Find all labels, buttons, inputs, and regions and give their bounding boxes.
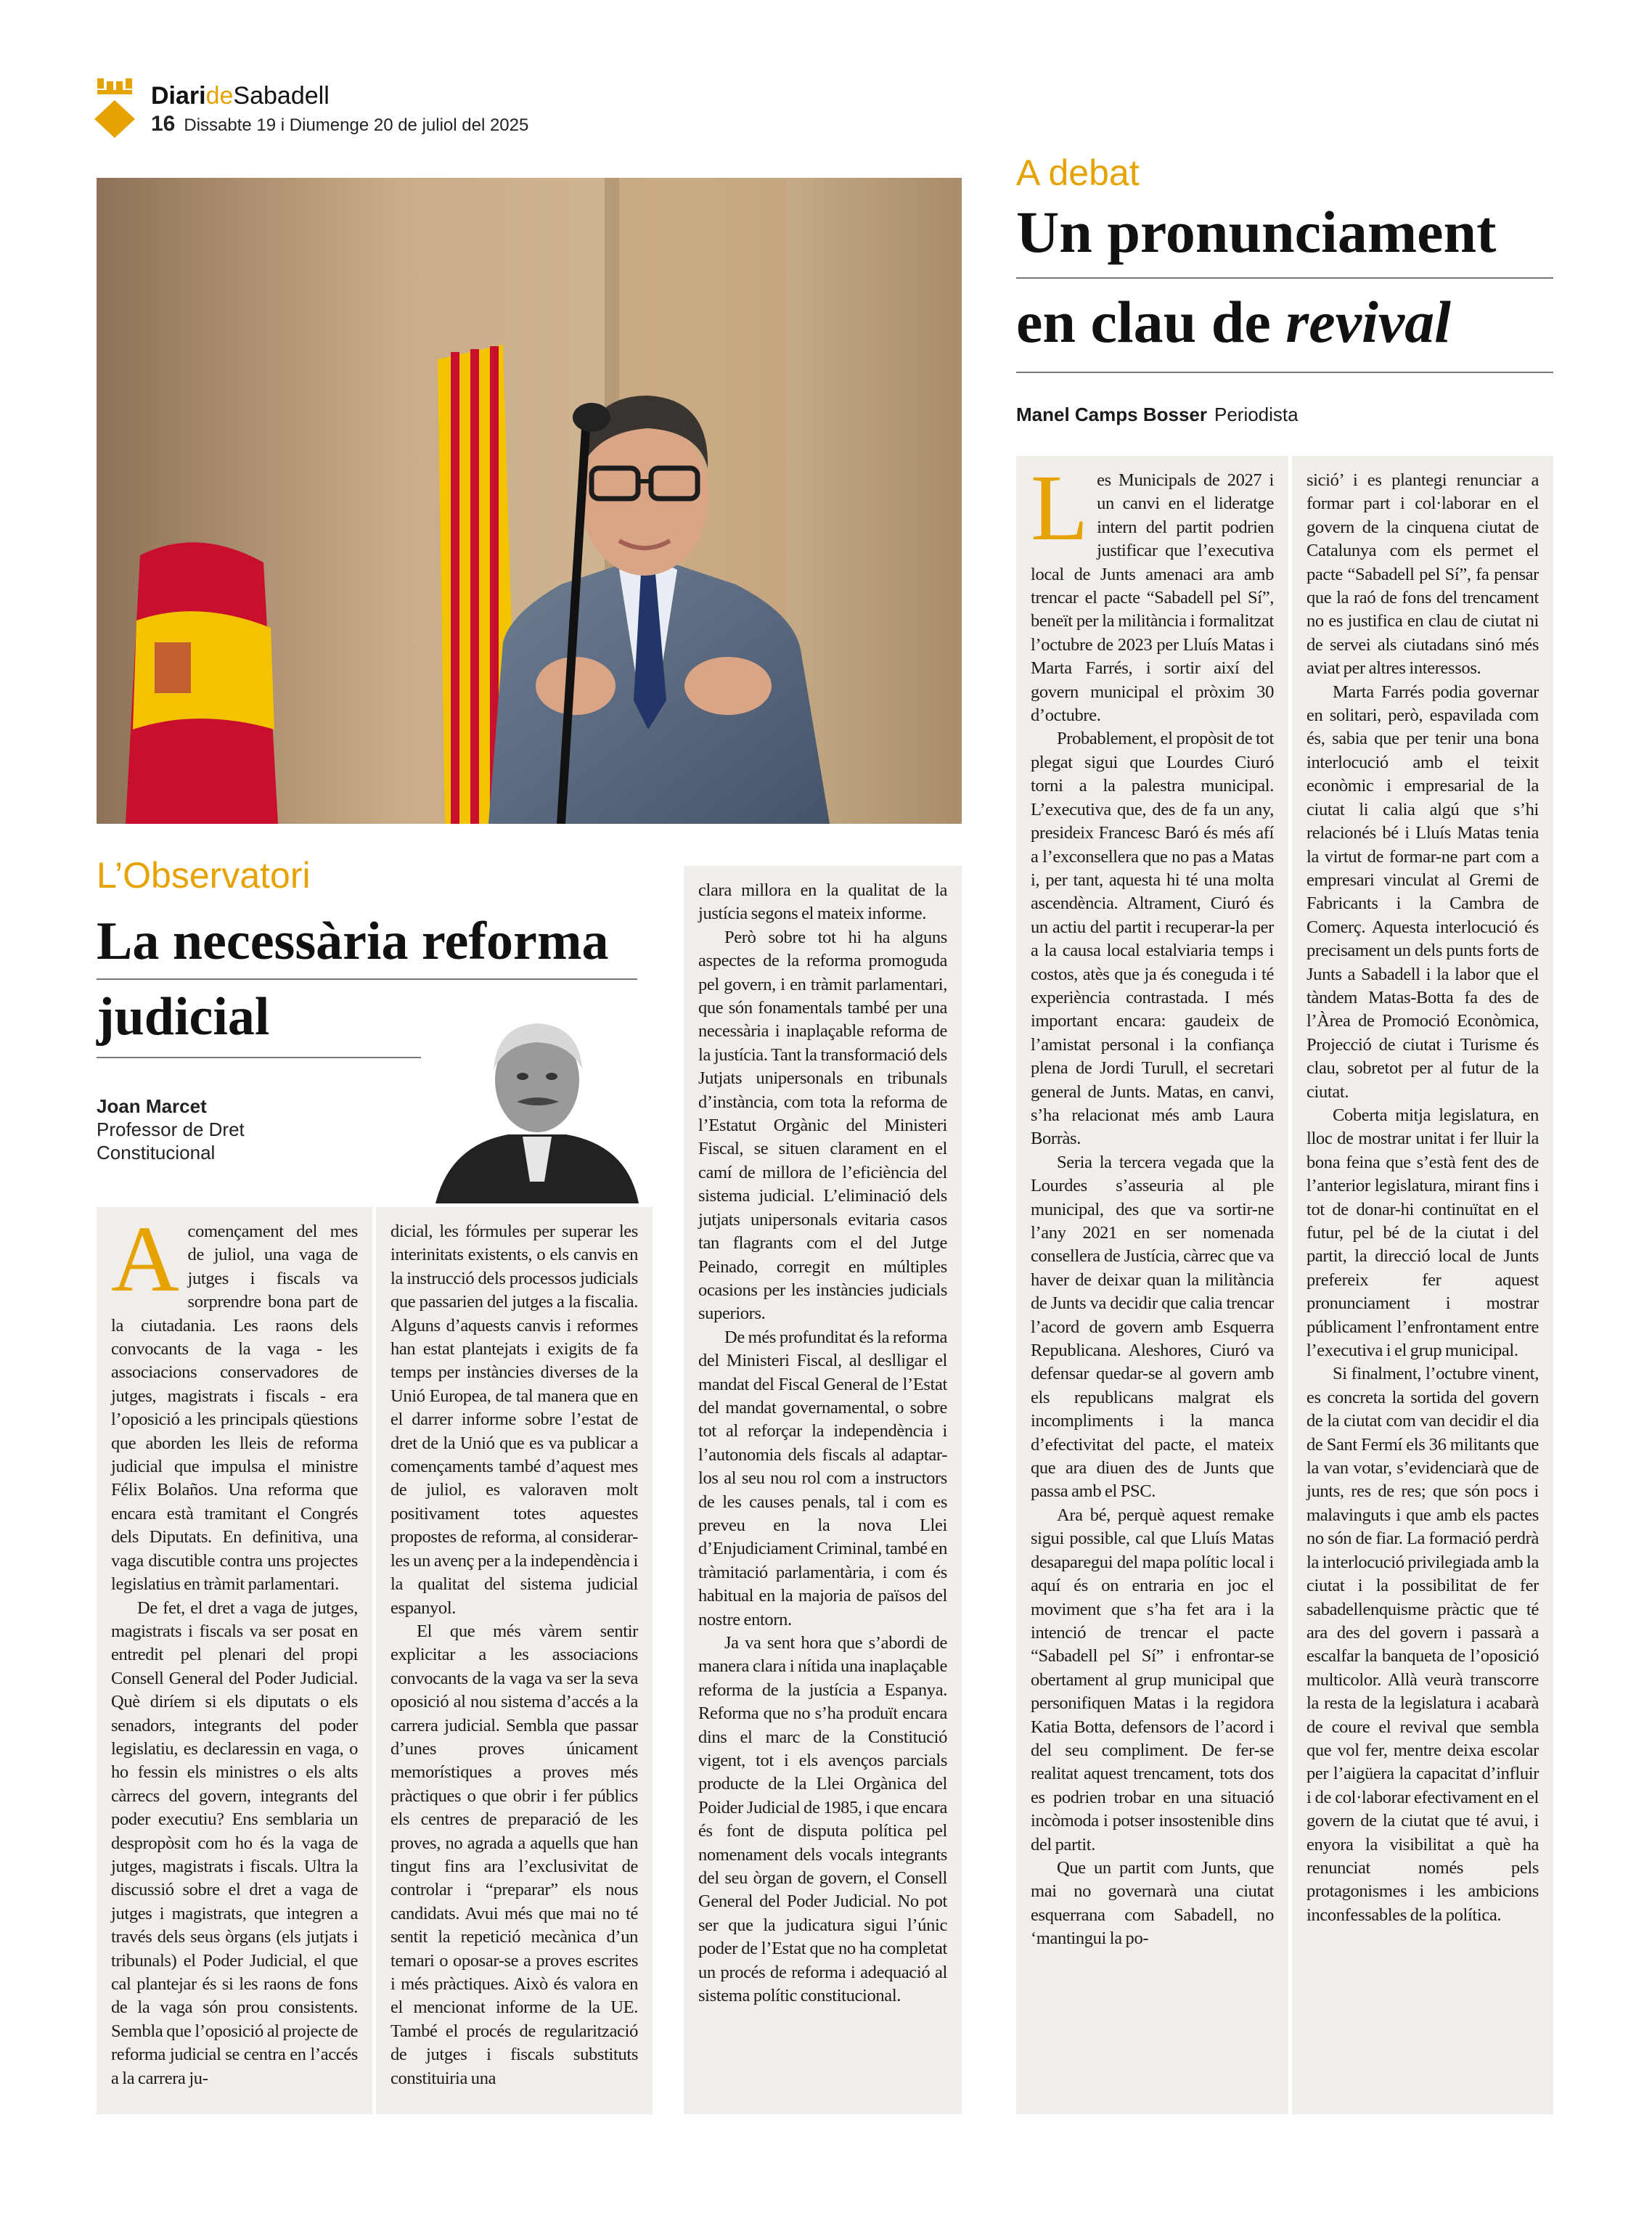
right-article-column-1 [1016,456,1288,2114]
author-portrait [421,1000,653,1203]
left-article-kicker: L’Observatori [97,855,311,896]
right-article-byline: Manel Camps Bosser Periodista [1016,404,1299,425]
left-article-byline: Joan Marcet Professor de Dret Constitucional [97,1095,245,1163]
page-number: 16 [151,112,176,136]
brand-name: DiarideSabadell [151,82,330,110]
issue-date: Dissabte 19 i Diumenge 20 de juliol del 2025 [184,115,529,135]
paragraph: El que més vàrem sentir explicitar a les associacions convocants de la vaga va ser la seva oposició al nou sistema d’accés a la carrera judicial. Sembla que passar d’unes proves únicament memorístiques a proves més pràctiques o que obrir i fer públics els centres de preparació de les proves, no agrada a aquells que han tingut fins ara l’exclusivitat de controlar i “preparar” els nous candidats. Avui més que mai no té sentit la repetició mecànica d’un temari o oposar-se a proves escrites i més pràctiques. Això és valora en el mencionat informe de la UE. També el procés de regularització de jutges i fiscals substituts constituiria una [390,1621,638,2088]
paragraph: Marta Farrés podia governar en solitari, però, espavilada com és, sabia que per tenir una bona interlocució amb el teixit econòmic i empresarial de la ciutat li calia algú que s’hi relacionés bé i Lluís Matas tenia la virtut de formar-ne part com a empresari vinculat al Gremi de Fabricants i la Cambra de Comerç. Aquesta interlocució és precisament un dels punts forts de Junts a Sabadell i la labor que el tàndem Matas-Botta fa des de l’Àrea de Promoció Econòmica, Projecció de ciutat i Turisme és clau, sobretot per al futur de la ciutat. [1307,682,1539,1102]
paragraph: Que un partit com Junts, que mai no governarà una ciutat esquerrana com Sabadell, no ‘mantingui la po- [1031,1857,1274,1949]
paragraph: Seria la tercera vegada que la Lourdes s’asseuria al ple municipal, des que va sortir-ne l’any 2021 en ser nomenada consellera de Justícia, càrrec que va haver de deixar quan la militància de Junts va decidir que calia trencar l’acord de govern amb Esquerra Republicana. Aleshores, Ciuró va defensar quedar-se al govern amb els republicans malgrat els incompliments i la manca d’efectivitat del pacte, el mateix que ara diuen des de Junts que passa amb el PSC. [1031,1152,1274,1502]
newspaper-logo-icon [93,78,136,139]
left-article-column-1 [97,1207,372,2114]
left-article-column-2 [376,1207,653,2114]
paragraph: dicial, les fórmules per superar les interinitats existents, o els canvis en la instrucció dels processos judicials que passarien del jutges a la fiscalia. Alguns d’aquests canvis i reformes han estat plantejats i exigits de fa temps per instàncies diverses de la Unió Europea, de tal manera que en el darrer informe sobre l’estat de dret de la Unió que es va publicar a començaments també d’aquest mes de juliol, es valoraven molt positivament totes aquestes propostes de reforma, al considerar-les un avenç per a la independència i la qualitat del sistema judicial espanyol. [390,1222,638,1618]
paragraph: Ara bé, perquè aquest remake sigui possible, cal que Lluís Matas desaparegui del mapa polític local i aquí és on entraria en joc el moviment que s’ha fet ara i la intenció de trencar el pacte “Sabadell pel Sí” i enfrontar-se obertament al grup municipal que personifiquen Matas i la regidora Katia Botta, defensors de l’acord i del seu compliment. De fer-se realitat aquest trencament, tots dos es podrien trobar en una situació incòmoda i potser insostenible dins del partit. [1031,1505,1274,1854]
dropcap: A [111,1207,179,1312]
paragraph: Ja va sent hora que s’abordi de manera clara i nítida una inaplaçable reforma de la justícia a Espanya. Reforma que no s’ha produït encara dins el marc de la Constitució vigent, tot i els avenços parcials producte de la Llei Orgànica del Poider Judicial de 1985, i que encara és font de disputa política pel nomenament dels vocals integrants del seu òrgan de govern, el Consell General del Poder Judicial. No pot ser que la judicatura sigui l’únic poder de l’Estat que no ha completat un procés de reforma i adequació al sistema polític constitucional. [698,1633,947,2006]
paragraph: Si finalment, l’octubre vinent, es concreta la sortida del govern de la ciutat com van decidir el dia de Sant Fermí els 36 militants que la van votar, s’evidenciarà que de junts, res de res; que són pocs i malavinguts i que amb els pactes no són de fiar. La formació perdrà la interlocució privilegiada amb la ciutat i la possibilitat de fer sabadellenquisme pràctic que té ara des del govern i passarà a escalfar la banqueta de l’oposició multicolor. Allà veurà transcorre la resta de la legislatura i acabarà de coure el revival que sembla que vol fer, mentre deixa escolar per l’aigüera la capacitat d’influir i de col·laborar efectivament en el govern de la ciutat que té avui, i enyora la visibilitat a què ha renunciat només pels protagonismes i les ambicions inconfessables de la política. [1307,1364,1539,1925]
page-info [151,112,528,138]
paragraph: Les Municipals de 2027 i un canvi en el lideratge intern del partit podrien justificar que l’executiva local de Junts amenaci ara amb trencar el pacte “Sabadell pel Sí”, beneït per la militància i formalitzat l’octubre de 2023 per Lluís Matas i Marta Farrés, i sortir així del govern municipal el pròxim 30 d’octubre. [1031,456,1274,726]
left-article-column-3 [684,866,962,2114]
paragraph: Coberta mitja legislatura, en lloc de mostrar unitat i fer lluir la bona feina que s’està fent des de l’anterior legislatura, mirant fins i tot de donar-hi continuïtat en el futur, pel bé de la ciutat i del partit, la direcció local de Junts prefereix fer aquest pronunciament i mostrar públicament l’enfrontament entre l’executiva i el grup municipal. [1307,1105,1539,1361]
paragraph: A començament del mes de juliol, una vaga de jutges i fiscals va sorprendre bona part de la ciutadania. Les raons dels convocants de la vaga - les associacions conservadores de jutges, magistrats i fiscals - era l’oposició a les principals qüestions que aborden les lleis de reforma judicial que impulsa el ministre Félix Bolaños. Una reforma que encara està tramitant el Congrés dels Diputats. En definitiva, una vaga discutible contra uns projectes legislatius en tràmit parlamentari. [111,1207,358,1595]
paragraph: Probablement, el propòsit de tot plegat sigui que Lourdes Ciuró torni a la palestra municipal. L’executiva que, des de fa un any, presideix Francesc Baró és més afí a l’exconsellera que no pas a Matas i, per tant, aquesta hi té una molta ascendència. Altrament, Ciuró és un actiu del partit i recuperar-la per a la causa local estalviaria temps i costos, atès que ja és coneguda i té experiència contrastada. I més important encara: gaudeix de l’amistat personal i la confiança plena de Jordi Turull, el secretari general de Junts. Matas, en canvi, s’ha relacionat més amb Laura Borràs. [1031,729,1274,1149]
paragraph: De fet, el dret a vaga de jutges, magistrats i fiscals va ser posat en entredit pel plenari del propi Consell General del Poder Judicial. Què diríem si els diputats o els senadors, integrants del poder legislatiu, es declaressin en vaga, o ho fessin els ministres o els alts càrrecs del govern, integrants del poder executiu? Ens semblaria un despropòsit com ho és la vaga de jutges, magistrats i fiscals. Ultra la discussió sobre el dret a vaga de jutges i magistrats, que integren a través dels seus òrgans (els jutjats i tribunals) el Poder Judicial, el que cal plantejar és si les raons de fons de la vaga són prou consistents. Sembla que l’oposició al projecte de reforma judicial se centra en l’accés a la carrera ju- [111,1598,358,2088]
left-article-headline: La necessària reforma judicial [97,909,637,1058]
right-article-column-2 [1292,456,1553,2114]
paragraph: sició’ i es plantegi renunciar a formar part i col·laborar en el govern de la cinquena ciutat de Catalunya com els permet el pacte “Sabadell pel Sí”, fa pensar que la raó de fons del trencament no es justifica en clau de ciutat ni de servei als ciutadans sinó més aviat per altres interessos. [1307,470,1539,679]
right-article-kicker: A debat [1016,152,1140,193]
right-article-headline: Un pronunciament en clau de revival [1016,196,1553,373]
news-photo [97,178,962,824]
dropcap: L [1031,456,1089,560]
paragraph: Però sobre tot hi ha alguns aspectes de la reforma promoguda pel govern, i en tràmit parlamentari, que són fonamentals també per una necessària i inaplaçable reforma de la justícia. Tant la transformació dels Jutjats unipersonals en tribunals d’instància, com tota la reforma de l’Estatut Orgànic del Ministeri Fiscal, se situen clarament en el camí de millora de l’eficiència del sistema judicial. L’eliminació dels jutjats unipersonals evitaria casos tan flagrants com el del Jutge Peinado, corregit en múltiples ocasions per les instàncies judicials superiors. [698,927,947,1324]
paragraph: clara millora en la qualitat de la justícia segons el mateix informe. [698,880,947,924]
paragraph: De més profunditat és la reforma del Ministeri Fiscal, al deslligar el mandat del Fiscal General de l’Estat del mandat governamental, o sobre tot al reforçar la independència i l’autonomia dels fiscals al adaptar-los al seu nou rol com a instructors de les causes penals, tal i com es preveu en la nova Llei d’Enjudiciament Criminal, també en tràmitació parlamentària, i com és habitual en la majoria de països del nostre entorn. [698,1327,947,1629]
